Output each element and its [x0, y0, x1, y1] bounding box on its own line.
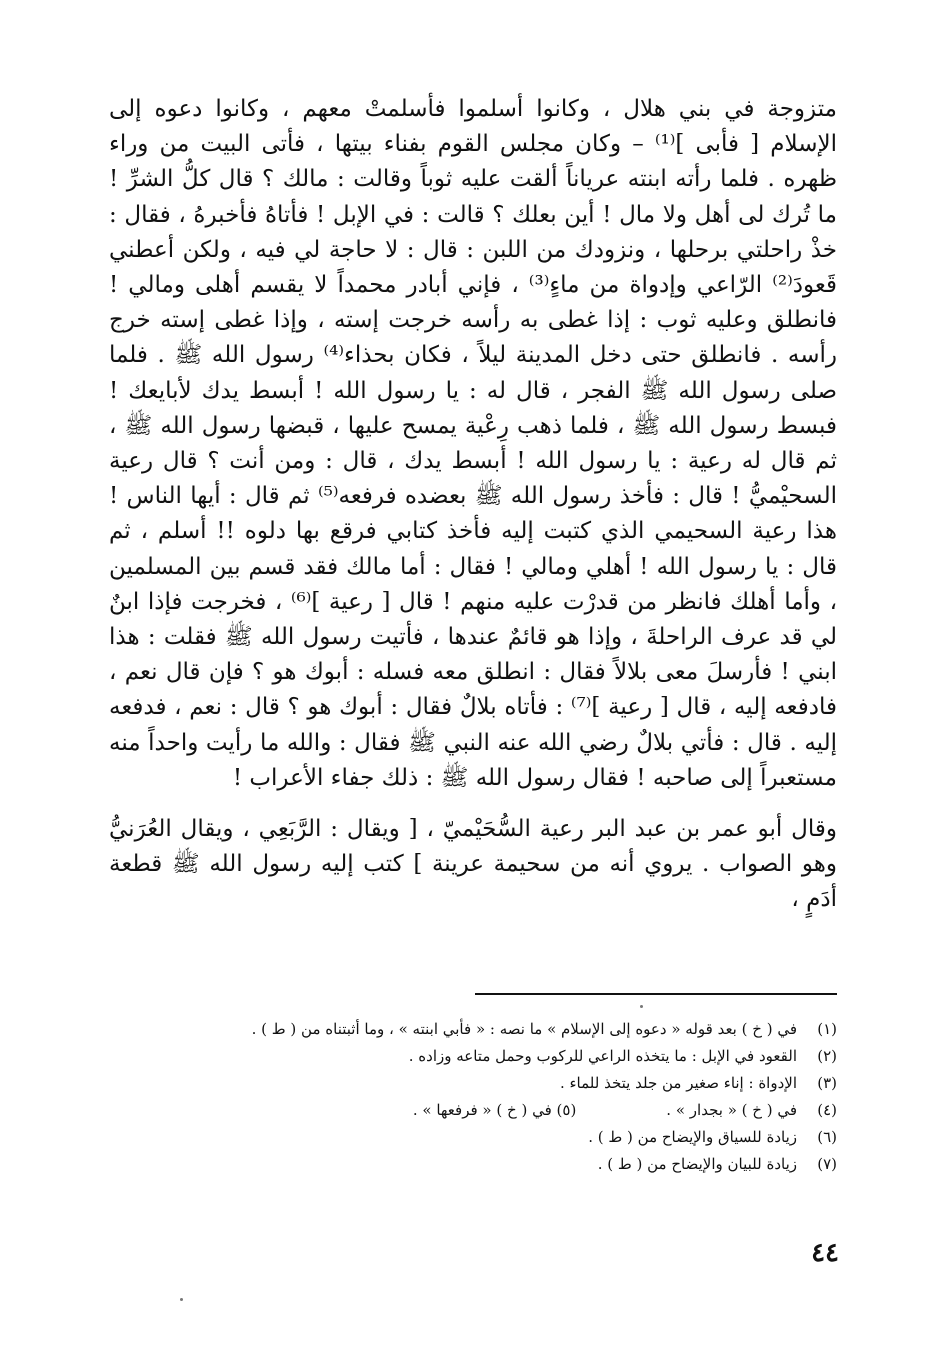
footnote-6: [109, 1124, 837, 1151]
main-text-body: [109, 92, 837, 918]
footnote-7: [109, 1151, 837, 1178]
page-number: ٤٤: [811, 1238, 839, 1268]
footnote-3: [109, 1070, 837, 1097]
footnote-4: [109, 1097, 837, 1124]
scan-speck: [640, 1005, 643, 1008]
footnote-text: في ( خ ) « بجدار » .: [666, 1101, 797, 1119]
footnote-text: القعود في الإبل : ما يتخذه الراعي للركوب وحمل متاعه وزاده .: [408, 1047, 797, 1065]
footnote-text: زيادة للسياق والإيضاح من ( ط ) .: [588, 1128, 797, 1146]
footnote-text: في ( خ ) بعد قوله « دعوه إلى الإسلام » ما نصه : « فأبي ابنته » ، وما أثبتناه من ( ط ) .: [251, 1020, 797, 1038]
scan-speck: [180, 1298, 183, 1301]
footnote-1: [109, 1016, 837, 1043]
footnote-2: [109, 1043, 837, 1070]
footnote-number: (٢): [817, 1047, 837, 1065]
footnote-number: (٣): [817, 1074, 837, 1092]
paragraph-ibn-abd-al-barr: وقال أبو عمر بن عبد البر رعية السُّحَيْميّ ، [ ويقال : الرَّبَعِي ، ويقال العُرَنيُّ وهو الصواب . يروي أنه من سحيمة عرينة ] كتب إليه رسول الله ﷺ قطعة أدَمٍ ،: [109, 816, 837, 913]
footnote-number: (٤): [817, 1101, 837, 1119]
paragraph-narration: متزوجة في بني هلال ، وكانوا أسلموا فأسلمتْ معهم ، وكانوا دعوه إلى الإسلام [ فأبى ]⁽¹⁾ – وكان مجلس القوم بفناء بيتها ، فأتى البيت من وراء ظهره . فلما رأته ابنته عرياناً ألقت عليه ثوباً وقالت : مالك ؟ قال كلُّ الشرِّ ! ما تُرك لى أهل ولا مال ! أين بعلك ؟ قالت : في الإبل ! فأتاهُ فأخبرهُ ، فقال : خذْ راحلتي برحلها ، ونزودك من اللبن : قال : لا حاجة لي فيه ، ولكن أعطني قَعودَ⁽²⁾ الرّاعي وإدواة من ماءٍ⁽³⁾ ، فإني أبادر محمداً لا يقسم أهلى ومالي ! فانطلق وعليه ثوب : إذا غطى به رأسه خرجت إسته ، وإذا غطى إسته خرج رأسه . فانطلق حتى دخل المدينة ليلاً ، فكان بحذاء⁽⁴⁾ رسول الله ﷺ . فلما صلى رسول الله ﷺ الفجر ، قال له : يا رسول الله ! أبسط يدك لأبايعك ! فبسط رسول الله ﷺ ، فلما ذهب رِعْية يمسح عليها ، قبضها رسول الله ﷺ ، ثم قال له رعية : يا رسول الله ! أبسط يدك ، قال : ومن أنت ؟ قال رعية السحيْميُّ ! قال : فأخذ رسول الله ﷺ بعضده فرفعه⁽⁵⁾ ثم قال : أيها الناس ! هذا رعية السحيمي الذي كتبت إليه فأخذ كتابي فرقع بها دلوه !! أسلم ، ثم قال : يا رسول الله ! أهلي ومالي ! فقال : أما مالك فقد قسم بين المسلمين ، وأما أهلك فانظر من قدرْت عليه منهم ! قال [ رعية ]⁽⁶⁾ ، فخرجت فإذا ابنٌ لي قد عرف الراحلةَ ، وإذا هو قائمٌ عندها ، فأتيت رسول الله ﷺ فقلت : هذا ابني ! فأرسلَ معى بلالاً فقال : انطلق معه فسله : أبوك هو ؟ فإن قال نعم ، فادفعه إليه ، قال [ رعية ]⁽⁷⁾ : فأتاه بلالٌ فقال : أبوك هو ؟ قال : نعم ، فدفعه إليه . قال : فأتي بلالٌ رضي الله عنه النبي ﷺ فقال : والله ما رأيت واحداً منه مستعبراً إلى صاحبه ! فقال رسول الله ﷺ : ذلك جفاء الأعراب !: [109, 96, 838, 791]
footnote-number: (٦): [817, 1128, 837, 1146]
footnote-separator: [475, 993, 837, 995]
footnote-5: (٥) في ( خ ) « فرفعها » .: [412, 1101, 577, 1119]
footnote-number: (١): [817, 1020, 837, 1038]
footnote-text: الإدواة : إناء صغير من جلد يتخذ للماء .: [559, 1074, 797, 1092]
footnotes-section: [109, 1016, 837, 1178]
footnote-number: (٧): [817, 1155, 837, 1173]
footnote-text: زيادة للبيان والإيضاح من ( ط ) .: [597, 1155, 797, 1173]
